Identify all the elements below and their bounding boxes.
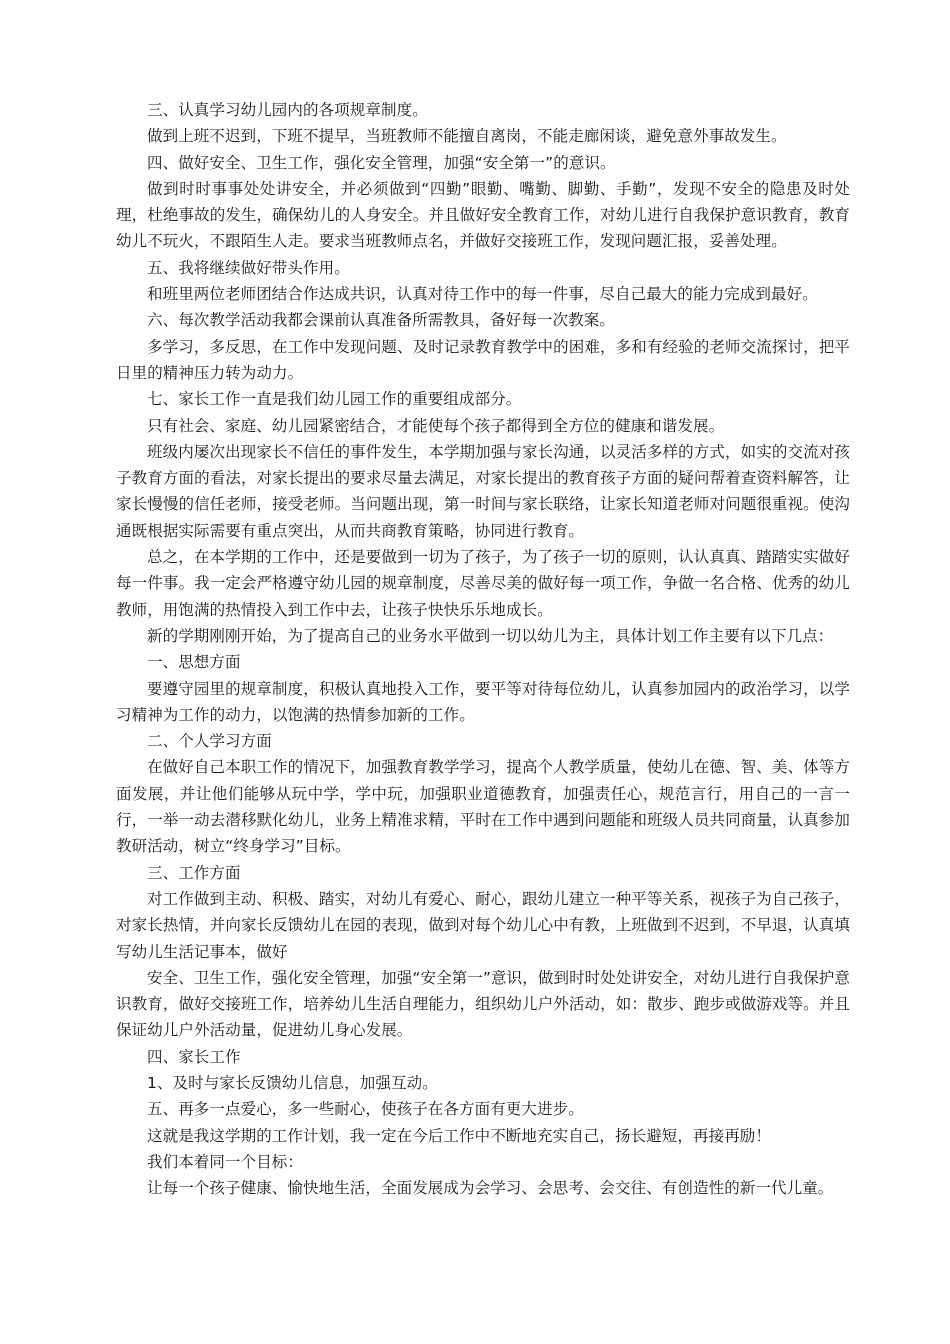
paragraph: 五、我将继续做好带头作用。 [147, 258, 350, 277]
section-heading: 一、思想方面 [147, 653, 241, 672]
section-heading: 二、个人学习方面 [147, 732, 272, 751]
paragraph: 新的学期刚刚开始，为了提高自己的业务水平做到一切以幼儿为主，具体计划工作主要有以下几点： [147, 626, 834, 645]
paragraph: 多学习，多反思，在工作中发现问题、及时记录教育教学中的困难，多和有经验的老师交流探讨，把平日里的精神压力转为动力。 [116, 337, 850, 382]
paragraph: 要遵守园里的规章制度，积极认真地投入工作，要平等对待每位幼儿，认真参加园内的政治学习，以学习精神为工作的动力，以饱满的热情参加新的工作。 [116, 679, 850, 724]
paragraph: 三、认真学习幼儿园内的各项规章制度。 [147, 101, 428, 119]
paragraph: 四、做好安全、卫生工作，强化安全管理，加强“安全第一”的意识。 [147, 153, 616, 172]
paragraph: 让每一个孩子健康、愉快地生活，全面发展成为会学习、会思考、会交往、有创造性的新一代儿童。 [147, 1179, 834, 1198]
paragraph: 我们本着同一个目标： [147, 1152, 304, 1171]
paragraph: 总之，在本学期的工作中，还是要做到一切为了孩子，为了孩子一切的原则，认认真真、踏踏实实做好每一件事。我一定会严格遵守幼儿园的规章制度，尽善尽美的做好每一项工作，争做一名合格、优秀的幼儿教师，用饱满的热情投入到工作中去，让孩子快快乐乐地成长。 [116, 548, 850, 619]
paragraph: 1、及时与家长反馈幼儿信息，加强互动。 [147, 1073, 438, 1092]
section-heading: 三、工作方面 [147, 863, 241, 882]
section-heading: 四、家长工作 [147, 1047, 241, 1066]
paragraph: 做到上班不迟到，下班不提早，当班教师不能擅自离岗，不能走廊闲谈，避免意外事故发生。 [147, 127, 787, 146]
paragraph: 对工作做到主动、积极、踏实，对幼儿有爱心、耐心，跟幼儿建立一种平等关系，视孩子为自己孩子，对家长热情，并向家长反馈幼儿在园的表现，做到对每个幼儿心中有教，上班做到不迟到，不早退，认真填写幼儿生活记事本，做好 [116, 889, 850, 961]
paragraph: 六、每次教学活动我都会课前认真准备所需教具，备好每一次教案。 [147, 311, 616, 330]
paragraph: 只有社会、家庭、幼儿园紧密结合，才能使每个孩子都得到全方位的健康和谐发展。 [147, 416, 725, 435]
paragraph: 七、家长工作一直是我们幼儿园工作的重要组成部分。 [147, 390, 522, 409]
paragraph: 五、再多一点爱心，多一些耐心，使孩子在各方面有更大进步。 [147, 1100, 584, 1119]
paragraph: 这就是我这学期的工作计划，我一定在今后工作中不断地充实自己，扬长避短，再接再励！ [147, 1126, 772, 1145]
paragraph: 做到时时事事处处讲安全，并必须做到“四勤”眼勤、嘴勤、脚勤、手勤”，发现不安全的隐患及时处理，杜绝事故的发生，确保幼儿的人身安全。并且做好安全教育工作，对幼儿进行自我保护意识教育，教育幼儿不玩火，不跟陌生人走。要求当班教师点名，并做好交接班工作，发现问题汇报，妥善处理。 [116, 179, 850, 251]
paragraph: 班级内屡次出现家长不信任的事件发生，本学期加强与家长沟通，以灵活多样的方式，如实的交流对孩子教育方面的看法，对家长提出的要求尽量去满足，对家长提出的教育孩子方面的疑问帮着查资料解答，让家长慢慢的信任老师，接受老师。当问题出现，第一时间与家长联络，让家长知道老师对问题很重视。使沟通既根据实际需要有重点突出，从而共商教育策略，协同进行教育。 [116, 442, 850, 540]
document-body [116, 97, 850, 1201]
paragraph: 安全、卫生工作，强化安全管理，加强“安全第一”意识，做到时时处处讲安全，对幼儿进行自我保护意识教育，做好交接班工作，培养幼儿生活自理能力，组织幼儿户外活动，如：散步、跑步或做游戏等。并且保证幼儿户外活动量，促进幼儿身心发展。 [116, 968, 850, 1040]
paragraph: 和班里两位老师团结合作达成共识，认真对待工作中的每一件事，尽自己最大的能力完成到最好。 [147, 285, 818, 304]
paragraph: 在做好自己本职工作的情况下，加强教育教学学习，提高个人教学质量，使幼儿在德、智、美、体等方面发展，并让他们能够从玩中学，学中玩，加强职业道德教育，加强责任心，规范言行，用自己的一言一行，一举一动去潜移默化幼儿，业务上精准求精，平时在工作中遇到问题能和班级人员共同商量，认真参加教研活动，树立“终身学习”目标。 [116, 758, 850, 856]
